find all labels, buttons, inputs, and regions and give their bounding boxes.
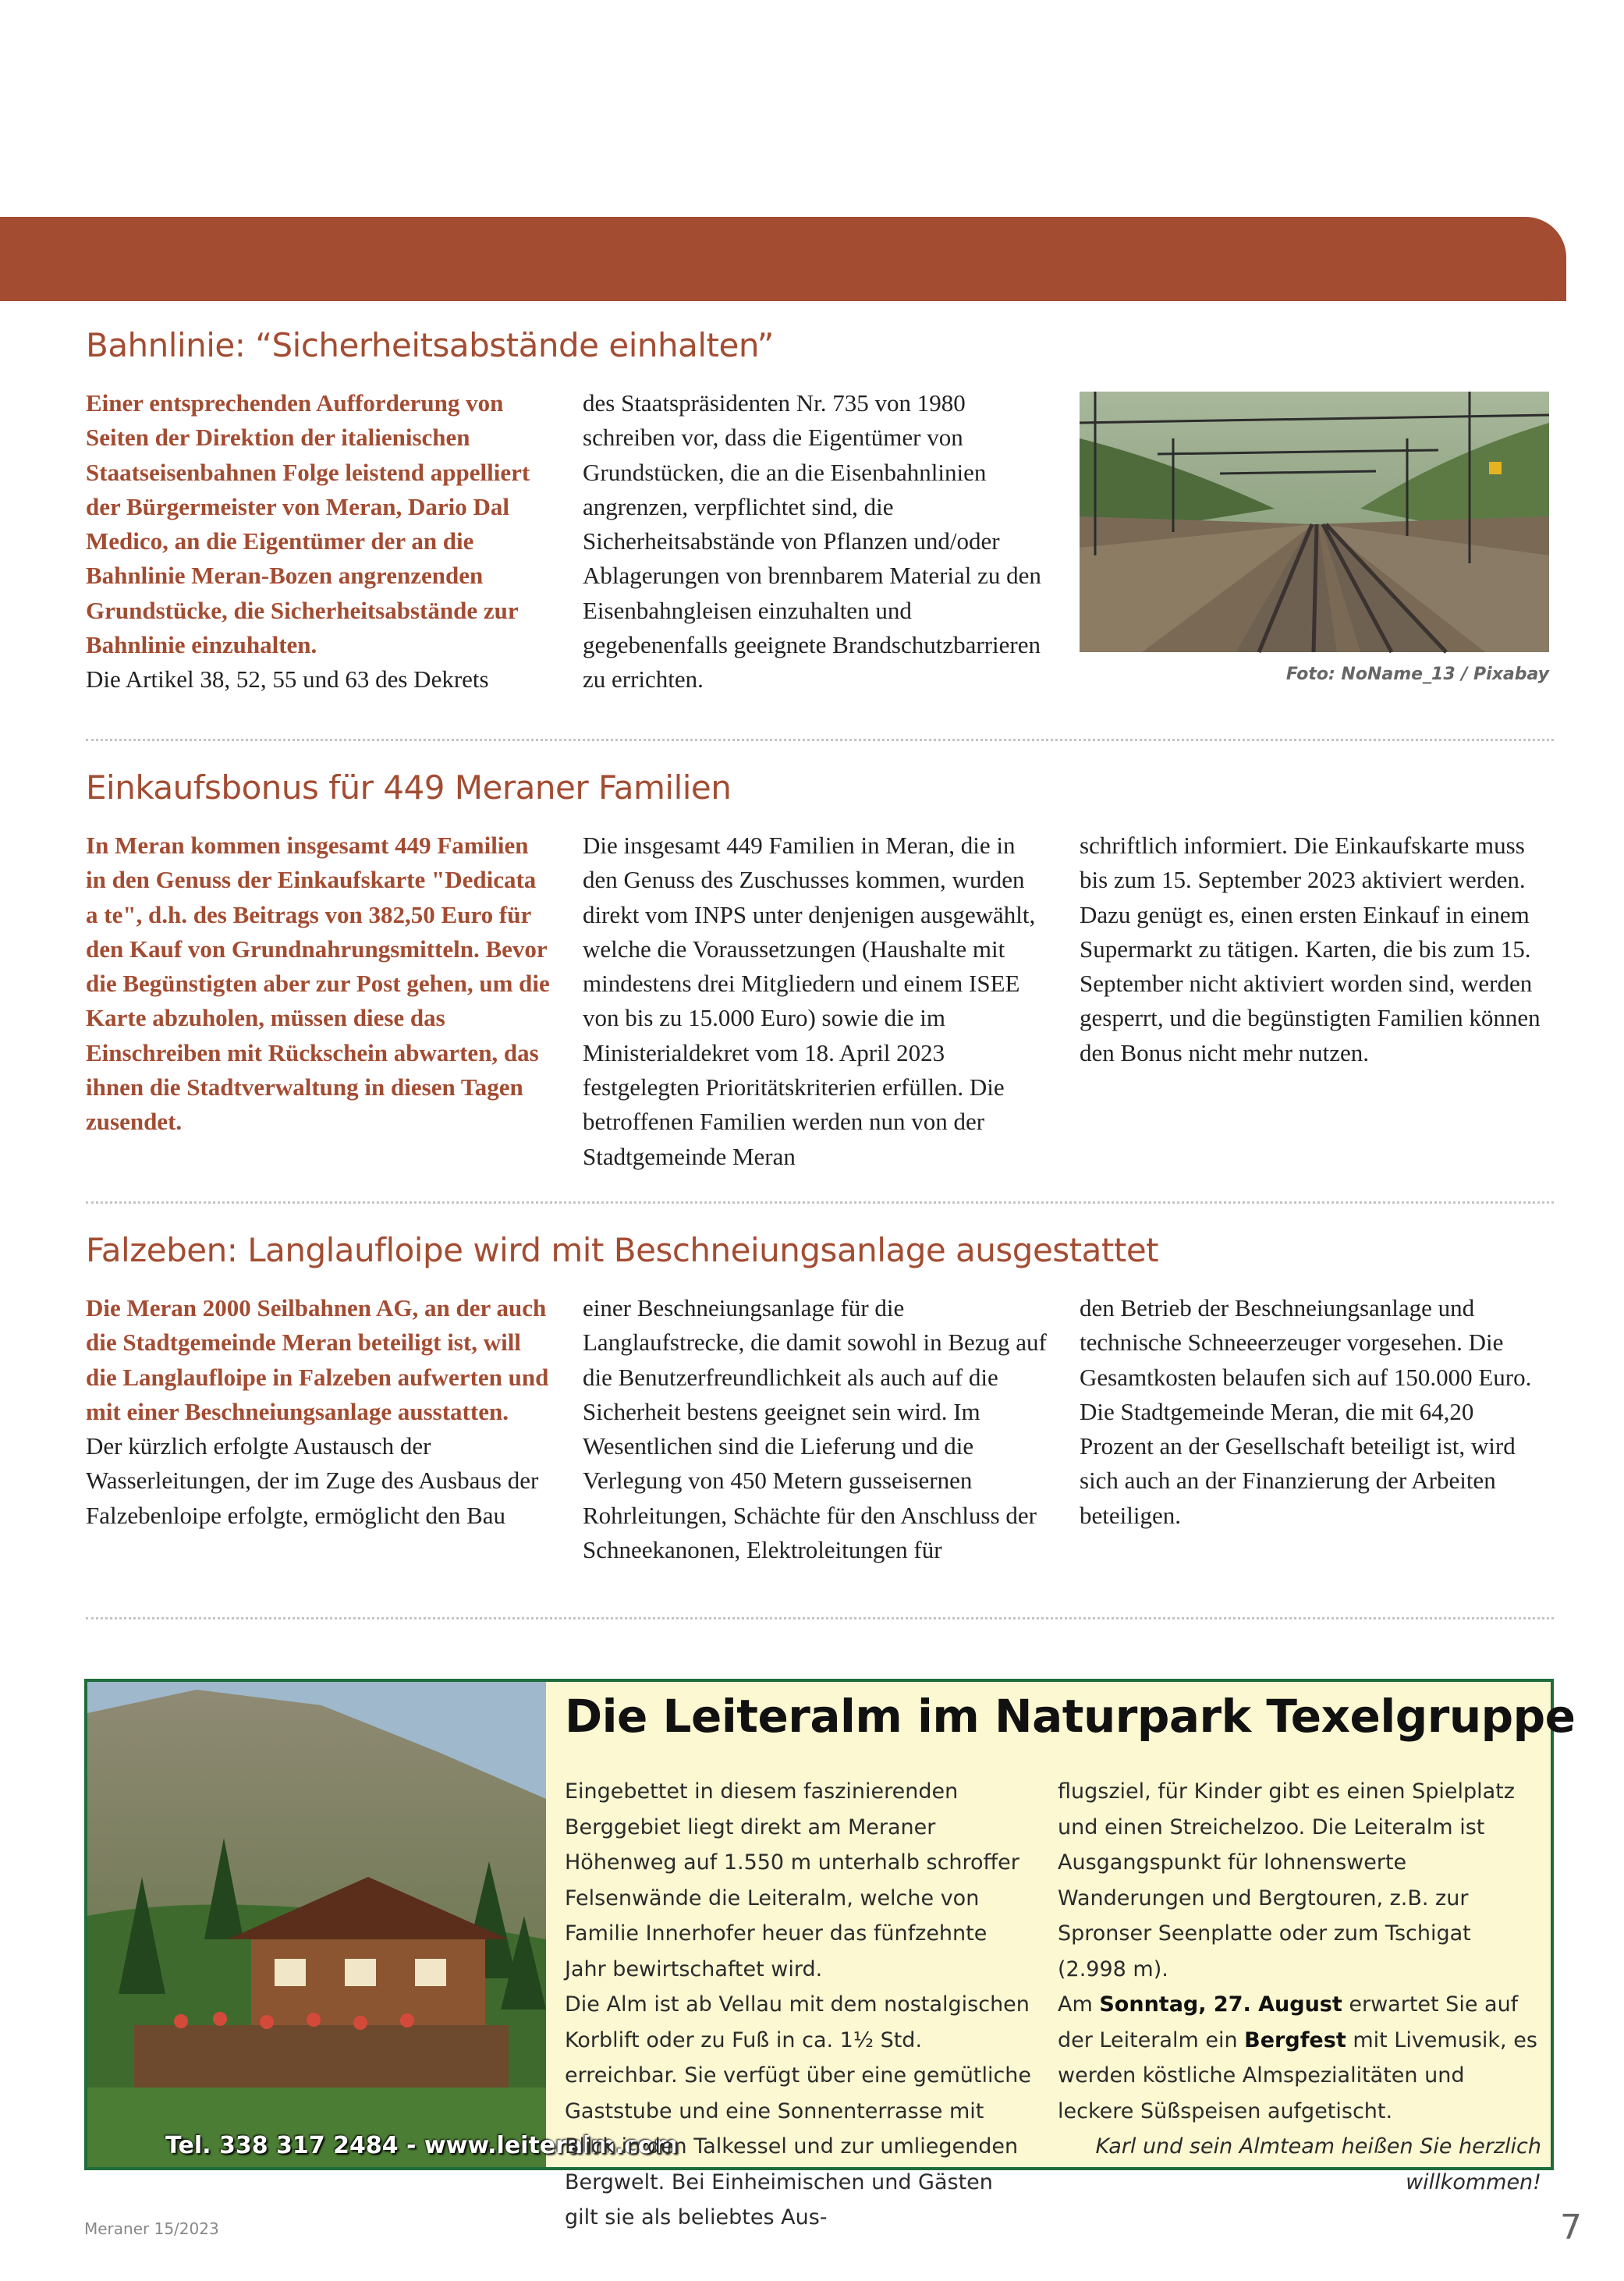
article-body: Die Artikel 38, 52, 55 und 63 des Dekrets: [86, 665, 489, 694]
railway-photo: [1080, 392, 1549, 652]
page-number: 7: [1560, 2208, 1582, 2247]
event-name: Bergfest: [1244, 2027, 1346, 2052]
ad-signature: Karl und sein Almteam heißen Sie herzlich willkommen!: [1095, 2134, 1541, 2194]
section-divider: [86, 1201, 1554, 1204]
section-divider: [86, 1617, 1554, 1619]
article-body: Der kürzlich erfolgte Austausch der Wasserleitungen, der im Zuge des Ausbaus der Falzebenloipe erfolgte, ermöglicht den Bau: [86, 1432, 539, 1529]
ad-column-1: [565, 1774, 1033, 2236]
article-column-1: [86, 1291, 554, 1533]
article-column-3: schriftlich informiert. Die Einkaufskarte muss bis zum 15. September 2023 aktiviert werden. Dazu genügt es, einen ersten Einkauf in einem Supermarkt zu tätigen. Karten, die bis zum 15. September nicht aktiviert worden sind, werden gesperrt, und die begünstigten Familien können den Bonus nicht mehr nutzen.: [1080, 832, 1541, 1066]
article-title-einkaufsbonus: Einkaufsbonus für 449 Meraner Familien: [86, 768, 732, 807]
article-lead: Einer entsprechenden Aufforderung von Seiten der Direktion der italienischen Staatseisenbahnen Folge leistend appelliert der Bürgermeister von Meran, Dario Dal Medico, an die Eigentümer der an die Bahnlinie Meran-Bozen angrenzenden Grundstücke, die Sicherheitsabstände zur Bahnlinie einzuhalten.: [86, 389, 530, 659]
ad-paragraph: Eingebettet in diesem faszinierenden Berggebiet liegt direkt am Meraner Höhenweg auf 1.550 m unterhalb schroffer Felsenwände die Leiteralm, welche von Familie Innerhofer heuer das fünfzehnte Jahr bewirtschaftet wird.: [565, 1779, 1019, 1981]
header-band: [0, 217, 1566, 301]
alpine-hut-photo: [87, 1682, 679, 2167]
alpine-hut-illustration: [87, 1682, 546, 2167]
ad-paragraph-text: mit Livemusik, es werden köstliche Almspezialitäten und leckere Süßspeisen aufgetischt.: [1058, 2027, 1537, 2123]
article-column-1: [86, 386, 554, 697]
article-title-bahnlinie: Bahnlinie: “Sicherheitsabstände einhalten”: [86, 326, 774, 364]
article-title-falzeben: Falzeben: Langlaufloipe wird mit Beschneiungsanlage ausgestattet: [86, 1231, 1159, 1269]
photo-credit: Foto: NoName_13 / Pixabay: [1285, 665, 1549, 684]
ad-paragraph-text: erwartet Sie auf der Leiteralm ein: [1058, 1992, 1519, 2052]
ad-paragraph: flugsziel, für Kinder gibt es einen Spielplatz und einen Streichelzoo. Die Leiteralm ist Ausgangspunkt für lohnenswerte Wanderungen und Bergtouren, z.B. zur Spronser Seenplatte oder zum Tschigat (2.998 m).: [1058, 1779, 1515, 1981]
contact-info: Tel. 338 317 2484 - www.leiteralm.com: [165, 2132, 679, 2159]
ad-paragraph: Die Alm ist ab Vellau mit dem nostalgischen Korblift oder zu Fuß in ca. 1½ Std. erreichbar. Sie verfügt über eine gemütliche Gaststube und eine Sonnenterrasse mit Blick in den Talkessel und zur umliegenden Bergwelt. Bei Einheimischen und Gästen gilt sie als beliebtes Aus-: [565, 1992, 1032, 2230]
section-divider: [86, 739, 1554, 741]
article-column-3: den Betrieb der Beschneiungsanlage und technische Schneeerzeuger vorgesehen. Die Gesamtkosten belaufen sich auf 150.000 Euro. Die Stadtgemeinde Meran, die mit 64,20 Prozent an der Gesellschaft beteiligt ist, wird sich auch an der Finanzierung der Arbeiten beteiligen.: [1080, 1294, 1532, 1529]
article-lead: Die Meran 2000 Seilbahnen AG, an der auch die Stadtgemeinde Meran beteiligt ist, will die Langlaufloipe in Falzeben aufwerten und mit einer Beschneiungsanlage ausstatten.: [86, 1294, 549, 1425]
article-column-2: Die insgesamt 449 Familien in Meran, die in den Genuss des Zuschusses kommen, wurden direkt vom INPS unter denjenigen ausgewählt, welche die Voraussetzungen (Haushalte mit mindestens drei Mitgliedern und einem ISEE von bis zu 15.000 Euro) sowie die im Ministerialdekret vom 18. April 2023 festgelegten Prioritätskriterien erfüllen. Die betroffenen Familien werden nun von der Stadtgemeinde Meran: [583, 832, 1036, 1170]
article-column-2: des Staatspräsidenten Nr. 735 von 1980 schreiben vor, dass die Eigentümer von Grundstücken, die an die Eisenbahnlinien angrenzen, verpflichtet sind, die Sicherheitsabstände von Pflanzen und/oder Ablagerungen von brennbarem Material zu den Eisenbahngleisen einzuhalten und gegebenenfalls geeignete Brandschutzbarrieren zu errichten.: [583, 389, 1041, 694]
issue-label: Meraner 15/2023: [84, 2219, 219, 2238]
article-lead: In Meran kommen insgesamt 449 Familien in den Genuss der Einkaufskarte "Dedicata a te", d.h. des Beitrags von 382,50 Euro für den Kauf von Grundnahrungsmitteln. Bevor die Begünstigten aber zur Post gehen, um die Karte abzuholen, müssen diese das Einschreiben mit Rückschein abwarten, das ihnen die Stadtverwaltung in diesen Tagen zusendet.: [86, 832, 550, 1136]
article-column-1: [86, 828, 554, 1140]
ad-paragraph-text: Am: [1058, 1992, 1100, 2017]
railway-track-illustration: [1080, 392, 1549, 652]
ad-title: Die Leiteralm im Naturpark Texelgruppe: [565, 1690, 1576, 1743]
article-column-2: einer Beschneiungsanlage für die Langlaufstrecke, die damit sowohl in Bezug auf die Benutzerfreundlichkeit als auch auf die Sicherheit bestens geeignet sein wird. Im Wesentlichen sind die Lieferung und die Verlegung von 450 Metern gusseisernen Rohrleitungen, Schächte für den Anschluss der Schneekanonen, Elektroleitungen für: [583, 1294, 1047, 1564]
event-date: Sonntag, 27. August: [1099, 1992, 1342, 2017]
ad-column-2: [1058, 1774, 1541, 2200]
